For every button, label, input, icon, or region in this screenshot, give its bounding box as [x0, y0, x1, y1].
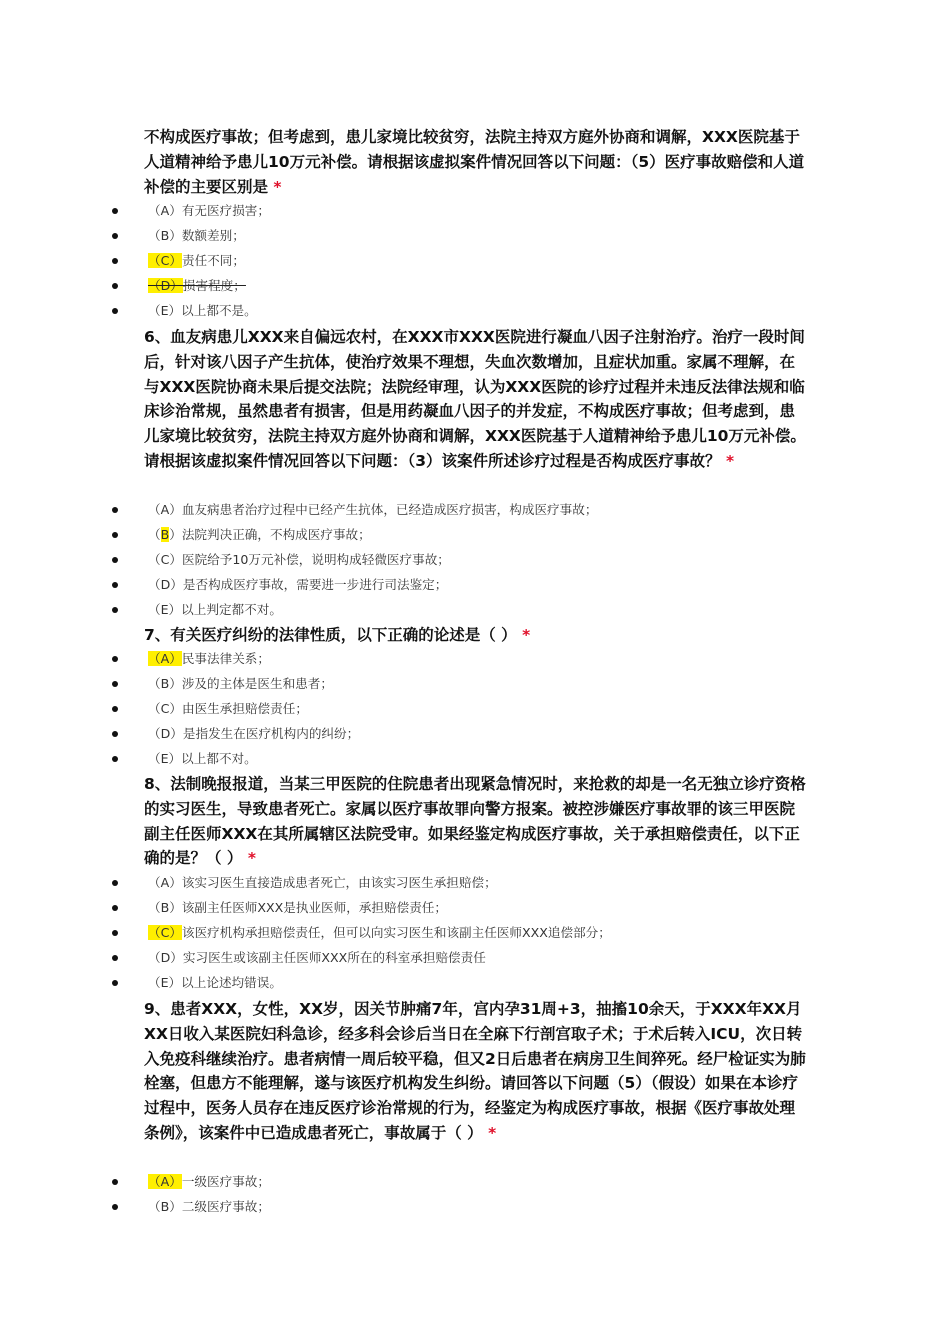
option-item[interactable]	[110, 896, 810, 920]
option-item[interactable]	[110, 548, 810, 572]
option-item[interactable]	[110, 224, 810, 248]
option-item[interactable]	[110, 871, 810, 895]
bullet-icon	[112, 557, 118, 563]
bullet-icon	[112, 955, 118, 961]
option-prefix: （D）	[148, 577, 183, 592]
bullet-icon	[112, 930, 118, 936]
option-item[interactable]	[110, 971, 810, 995]
option-prefix: （A）	[148, 203, 182, 218]
bullet-icon	[112, 607, 118, 613]
bullet-icon	[112, 656, 118, 662]
question-stem-7: 7、有关医疗纠纷的法律性质，以下正确的论述是（ ） *	[144, 626, 531, 644]
question-stem-6: 6、血友病患儿XXX来自偏远农村，在XXX市XXX医院进行凝血八因子注射治疗。治疗一段时间后，针对该八因子产生抗体，使治疗效果不理想，失血次数增加，且症状加重。家属不理解，在与XXX医院协商未果后提交法院；法院经审理，认为XXX医院的诊疗过程并未违反法律法规和临床诊治常规，虽然患者有损害，但是用药凝血八因子的并发症，不构成医疗事故；但考虑到，患儿家境比较贫穷，法院主持双方庭外协商和调解，XXX医院基于人道精神给予患儿10万元补偿。请根据该虚拟案件情况回答以下问题：（3）该案件所述诊疗过程是否构成医疗事故？ *	[144, 328, 806, 470]
option-text: 以上都不是。	[181, 303, 257, 318]
option-prefix-highlighted: （B）	[148, 527, 182, 542]
option-prefix: （A）	[148, 875, 182, 890]
required-mark: *	[488, 1123, 497, 1142]
option-item-selected[interactable]	[110, 647, 810, 671]
option-item[interactable]	[110, 498, 810, 522]
option-prefix-highlighted: （C）	[148, 253, 182, 268]
bullet-icon	[112, 283, 118, 289]
option-prefix: （C）	[148, 701, 182, 716]
option-item[interactable]	[110, 672, 810, 696]
option-text: 实习医生或该副主任医师XXX所在的科室承担赔偿责任	[182, 950, 486, 965]
bullet-icon	[112, 681, 118, 687]
option-prefix: （D）	[148, 950, 183, 965]
option-item[interactable]	[110, 722, 810, 746]
bullet-icon	[112, 507, 118, 513]
option-prefix: （C）	[148, 552, 182, 567]
option-prefix: （E）	[148, 303, 182, 318]
option-text: 以上判定都不对。	[181, 602, 282, 617]
option-item[interactable]	[110, 946, 810, 970]
option-text: 该医疗机构承担赔偿责任，但可以向实习医生和该副主任医师XXX追偿部分；	[181, 925, 611, 940]
option-item-selected[interactable]	[110, 523, 810, 547]
required-mark: *	[273, 177, 282, 196]
option-prefix-highlighted: （A）	[148, 1174, 182, 1189]
bullet-icon	[112, 1204, 118, 1210]
option-item[interactable]	[110, 1195, 810, 1219]
option-prefix: （B）	[148, 228, 182, 243]
option-prefix: （B）	[148, 900, 182, 915]
option-text: 医院给予10万元补偿，说明构成轻微医疗事故；	[181, 552, 450, 567]
bullet-icon	[112, 258, 118, 264]
question-stem-9: 9、患者XXX，女性，XX岁，因关节肿痛7年，宫内孕31周+3，抽搐10余天，于XXX年XX月XX日收入某医院妇科急诊，经多科会诊后当日在全麻下行剖宫取子术；于术后转入ICU，次日转入免疫科继续治疗。患者病情一周后较平稳，但又2日后患者在病房卫生间猝死。经尸检证实为肺栓塞，但患方不能理解，遂与该医疗机构发生纠纷。请回答以下问题（5）（假设）如果在本诊疗过程中，医务人员存在违反医疗诊治常规的行为，经鉴定为构成医疗事故，根据《医疗事故处理条例》，该案件中已造成患者死亡，事故属于（ ） *	[144, 1000, 806, 1142]
option-text: 二级医疗事故；	[181, 1199, 270, 1214]
bullet-icon	[112, 706, 118, 712]
option-item-struck[interactable]	[110, 274, 810, 298]
option-text: 以上都不对。	[181, 751, 257, 766]
option-text: 数额差别；	[181, 228, 245, 243]
bullet-icon	[112, 532, 118, 538]
option-item-selected[interactable]	[110, 1170, 810, 1194]
option-text: 有无医疗损害；	[181, 203, 270, 218]
option-prefix: （B）	[148, 676, 182, 691]
option-item[interactable]	[110, 697, 810, 721]
option-item[interactable]	[110, 299, 810, 323]
option-prefix: （E）	[148, 975, 182, 990]
option-text: 一级医疗事故；	[181, 1174, 270, 1189]
option-text: 涉及的主体是医生和患者；	[181, 676, 333, 691]
bullet-icon	[112, 1179, 118, 1185]
option-text: 民事法律关系；	[181, 651, 270, 666]
option-prefix-highlighted: （C）	[148, 925, 182, 940]
option-text: 以上论述均错误。	[181, 975, 282, 990]
option-prefix: （D）	[148, 726, 183, 741]
bullet-icon	[112, 308, 118, 314]
bullet-icon	[112, 731, 118, 737]
required-mark: *	[247, 849, 256, 868]
option-prefix: （E）	[148, 602, 182, 617]
option-text: 该副主任医师XXX是执业医师，承担赔偿责任；	[181, 900, 447, 915]
bullet-icon	[112, 208, 118, 214]
option-item[interactable]	[110, 747, 810, 771]
bullet-icon	[112, 880, 118, 886]
bullet-icon	[112, 756, 118, 762]
option-text: 法院判决正确，不构成医疗事故；	[181, 527, 371, 542]
option-prefix: （A）	[148, 502, 182, 517]
required-mark: *	[522, 626, 531, 644]
option-prefix: （B）	[148, 1199, 182, 1214]
option-text: 血友病患者治疗过程中已经产生抗体，已经造成医疗损害，构成医疗事故；	[181, 502, 598, 517]
option-text: 该实习医生直接造成患者死亡，由该实习医生承担赔偿；	[181, 875, 497, 890]
option-text: 是指发生在医疗机构内的纠纷；	[182, 726, 360, 741]
option-item[interactable]	[110, 598, 810, 622]
option-prefix-highlighted: （D）	[148, 278, 183, 293]
option-text: 损害程度；	[182, 278, 246, 293]
option-prefix-highlighted: （A）	[148, 651, 182, 666]
required-mark: *	[725, 451, 735, 470]
option-item-selected[interactable]	[110, 921, 810, 945]
question-stem-8: 8、法制晚报报道，当某三甲医院的住院患者出现紧急情况时，来抢救的却是一名无独立诊疗资格的实习医生，导致患者死亡。家属以医疗事故罪向警方报案。被控涉嫌医疗事故罪的该三甲医院副主任医师XXX在其所属辖区法院受审。如果经鉴定构成医疗事故，关于承担赔偿责任，以下正确的是？（ ） *	[144, 775, 806, 868]
option-item-selected[interactable]	[110, 249, 810, 273]
option-item[interactable]	[110, 573, 810, 597]
bullet-icon	[112, 233, 118, 239]
option-text: 由医生承担赔偿责任；	[181, 701, 308, 716]
bullet-icon	[112, 980, 118, 986]
option-text: 是否构成医疗事故，需要进一步进行司法鉴定；	[182, 577, 448, 592]
bullet-icon	[112, 582, 118, 588]
question-stem-prev: 不构成医疗事故；但考虑到，患儿家境比较贫穷，法院主持双方庭外协商和调解，XXX医院基于人道精神给予患儿10万元补偿。请根据该虚拟案件情况回答以下问题：（5）医疗事故赔偿和人道补偿的主要区别是 *	[144, 128, 805, 196]
bullet-icon	[112, 905, 118, 911]
option-text: 责任不同；	[181, 253, 245, 268]
option-item[interactable]	[110, 199, 810, 223]
option-prefix: （E）	[148, 751, 182, 766]
